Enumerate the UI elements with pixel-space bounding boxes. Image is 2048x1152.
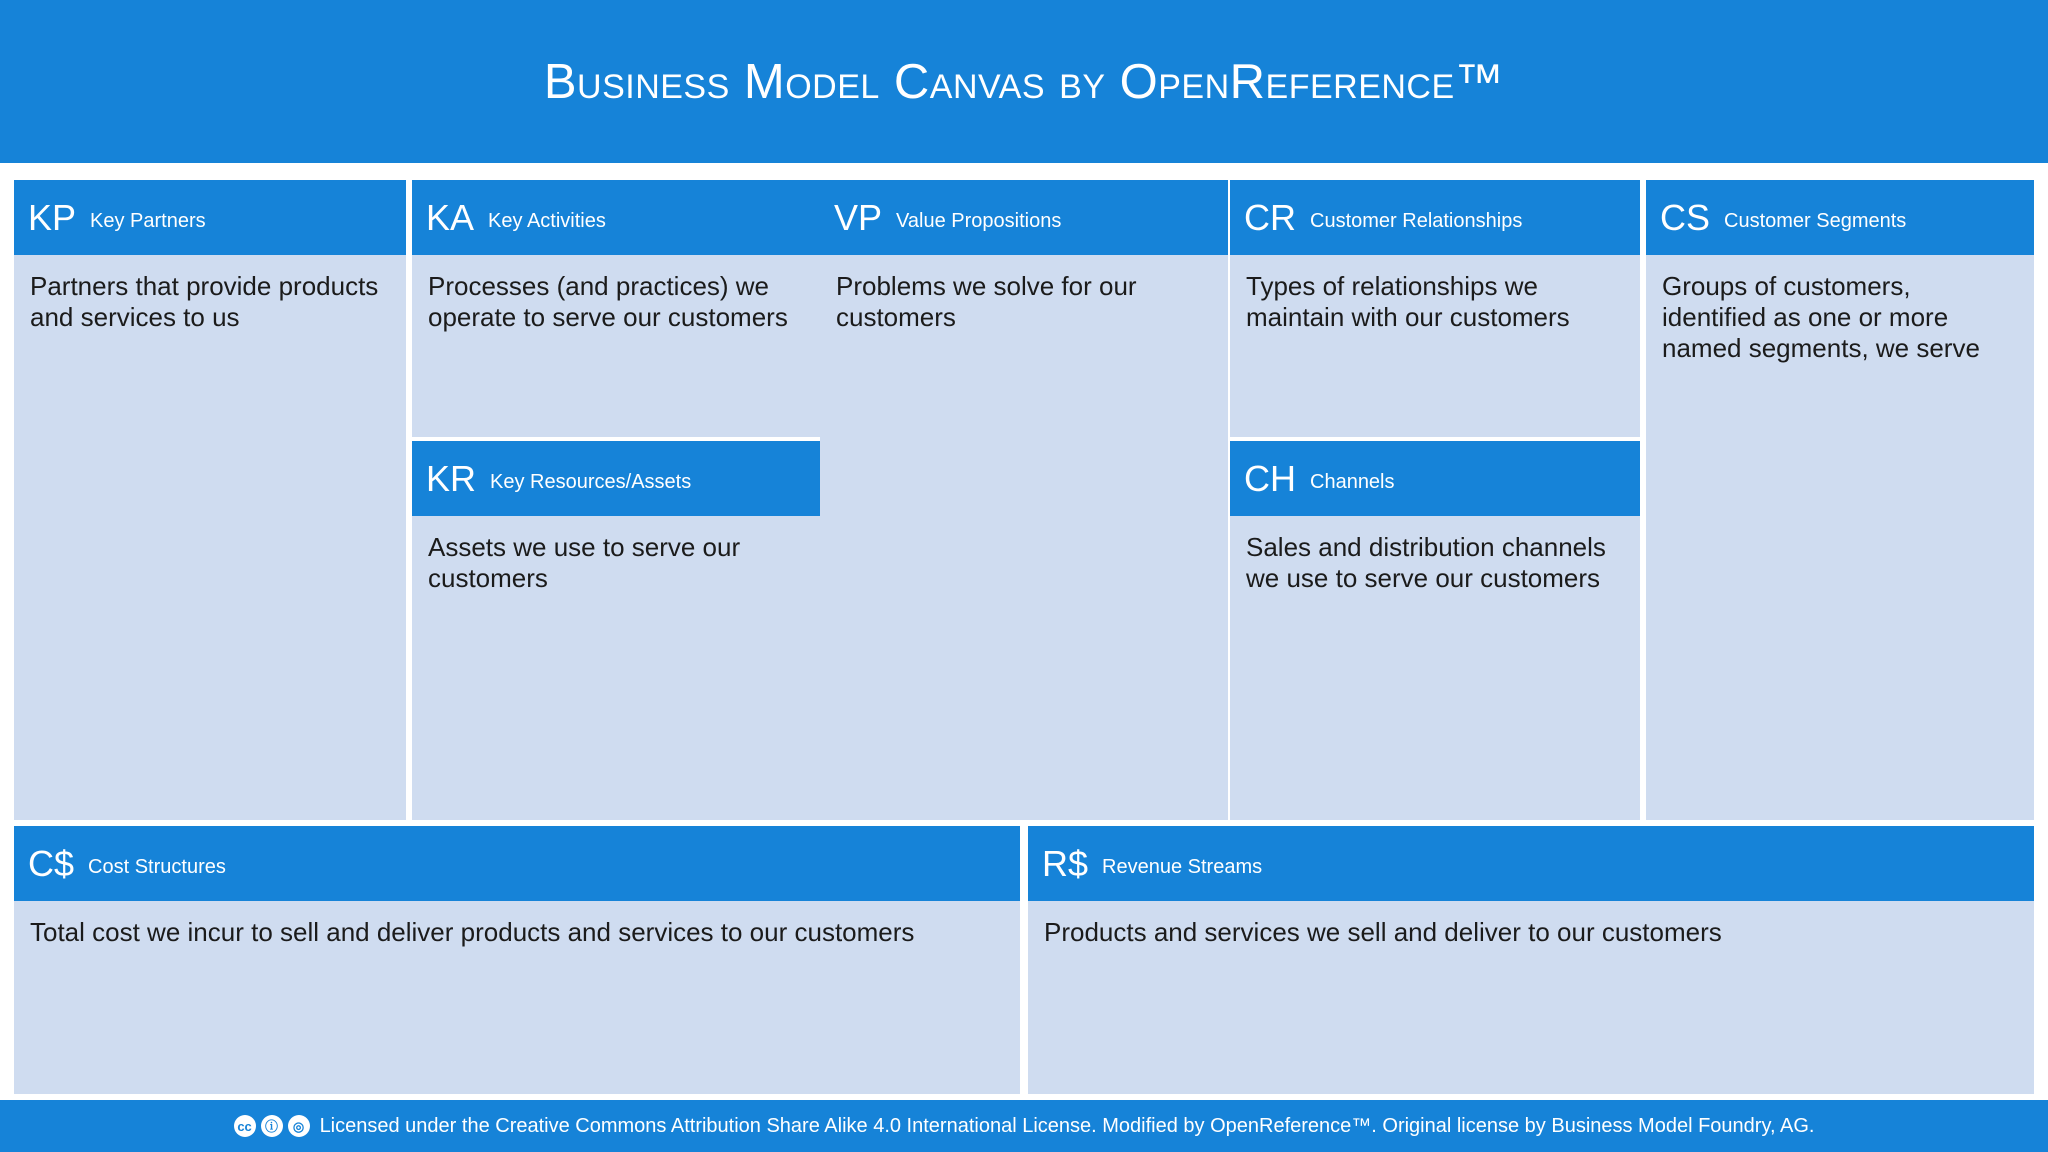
block-code-kp: KP bbox=[28, 196, 77, 238]
block-body-channels[interactable]: Sales and distribution channels we use to serve our customers bbox=[1230, 516, 1640, 820]
block-name-revenue: Revenue Streams bbox=[1102, 855, 1263, 878]
block-body-customer-relationships[interactable]: Types of relationships we maintain with our customers bbox=[1230, 255, 1640, 437]
license-icons bbox=[234, 1115, 310, 1137]
license-text: Licensed under the Creative Commons Attribution Share Alike 4.0 International License. Modified by OpenReference™. Original license by Business Model Foundry, AG. bbox=[319, 1114, 1815, 1137]
canvas-grid bbox=[0, 180, 2048, 820]
creative-commons-icon: cc bbox=[234, 1115, 256, 1137]
block-name-kp: Key Partners bbox=[90, 209, 206, 232]
block-code-revenue: R$ bbox=[1042, 842, 1089, 884]
block-header-key-activities[interactable] bbox=[412, 180, 820, 255]
block-body-key-resources[interactable]: Assets we use to serve our customers bbox=[412, 516, 820, 820]
block-body-key-activities[interactable]: Processes (and practices) we operate to serve our customers bbox=[412, 255, 820, 437]
block-body-key-partners[interactable]: Partners that provide products and services to us bbox=[14, 255, 406, 820]
block-body-revenue-streams[interactable]: Products and services we sell and deliver to our customers bbox=[1028, 901, 2034, 1094]
block-code-kr: KR bbox=[426, 457, 477, 499]
column-cost-structures bbox=[14, 826, 1020, 1094]
page-header bbox=[0, 0, 2048, 163]
block-name-vp: Value Propositions bbox=[896, 209, 1062, 232]
block-code-cs: CS bbox=[1660, 196, 1711, 238]
canvas-bottom-row bbox=[0, 826, 2048, 1094]
block-code-cost: C$ bbox=[28, 842, 75, 884]
attribution-icon: ⓘ bbox=[261, 1115, 283, 1137]
block-name-kr: Key Resources/Assets bbox=[490, 470, 692, 493]
column-customer-relationships bbox=[1230, 180, 1640, 820]
block-body-customer-segments[interactable]: Groups of customers, identified as one or more named segments, we serve bbox=[1646, 255, 2034, 820]
block-name-ka: Key Activities bbox=[488, 209, 606, 232]
block-header-key-partners[interactable] bbox=[14, 180, 406, 255]
block-header-value-propositions[interactable] bbox=[820, 180, 1228, 255]
page-title: Business Model Canvas by OpenReference™ bbox=[543, 54, 1505, 109]
column-customer-segments bbox=[1646, 180, 2034, 820]
share-alike-icon: ◎ bbox=[288, 1115, 310, 1137]
block-name-cs: Customer Segments bbox=[1724, 209, 1907, 232]
page-footer bbox=[0, 1100, 2048, 1152]
block-header-channels[interactable] bbox=[1230, 441, 1640, 516]
column-value-propositions bbox=[820, 180, 1228, 820]
block-header-customer-relationships[interactable] bbox=[1230, 180, 1640, 255]
block-code-ka: KA bbox=[426, 196, 475, 238]
column-key-activities bbox=[412, 180, 820, 820]
block-body-cost-structures[interactable]: Total cost we incur to sell and deliver products and services to our customers bbox=[14, 901, 1020, 1094]
block-name-ch: Channels bbox=[1310, 470, 1395, 493]
block-name-cost: Cost Structures bbox=[88, 855, 226, 878]
block-code-cr: CR bbox=[1244, 196, 1296, 238]
block-header-cost-structures[interactable] bbox=[14, 826, 1020, 901]
block-header-revenue-streams[interactable] bbox=[1028, 826, 2034, 901]
block-body-value-propositions[interactable]: Problems we solve for our customers bbox=[820, 255, 1228, 820]
block-name-cr: Customer Relationships bbox=[1310, 209, 1523, 232]
block-header-customer-segments[interactable] bbox=[1646, 180, 2034, 255]
column-key-partners bbox=[14, 180, 406, 820]
block-code-ch: CH bbox=[1244, 457, 1296, 499]
column-revenue-streams bbox=[1028, 826, 2034, 1094]
block-code-vp: VP bbox=[834, 196, 883, 238]
block-header-key-resources[interactable] bbox=[412, 441, 820, 516]
